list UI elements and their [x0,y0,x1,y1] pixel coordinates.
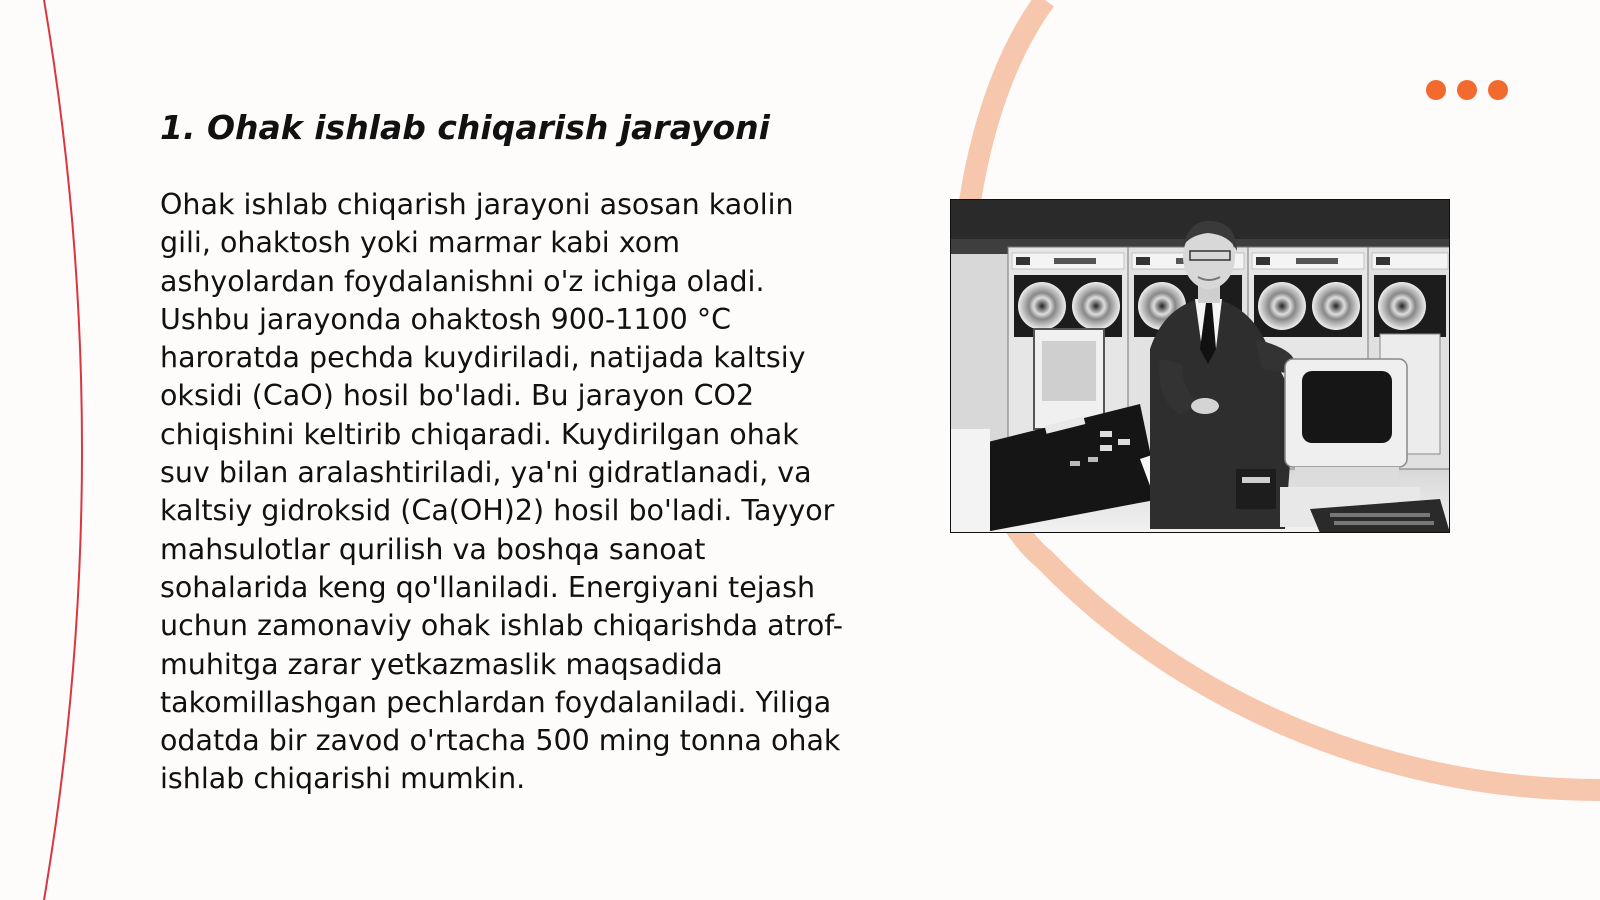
slide-body-text: Ohak ishlab chiqarish jarayoni asosan kaolin gili, ohaktosh yoki marmar kabi xom ashyolardan foydalanishni o'z ichiga oladi. Ushbu jarayonda ohaktosh 900-1100 °C haroratda pechda kuydiriladi, natijada kaltsiy oksidi (CaO) hosil bo'ladi. Bu jarayon CO2 chiqishini keltirib chiqaradi. Kuydirilgan ohak suv bilan aralashtiriladi, ya'ni gidratlanadi, va kaltsiy gidroksid (Ca(OH)2) hosil bo'ladi. Tayyor mahsulotlar qurilish va boshqa sanoat sohalarida keng qo'llaniladi. Energiyani tejash uchun zamonaviy ohak ishlab chiqarishda atrof-muhitga zarar yetkazmaslik maqsadida takomillashgan pechlardan foydalaniladi. Yiliga odatda bir zavod o'rtacha 500 ming tonna ohak ishlab chiqarishi mumkin. [160,188,844,796]
mainframe-photo-illustration [950,199,1450,533]
decorative-dots [1426,80,1508,100]
desk-device [1236,469,1276,509]
left-red-curve [44,0,82,900]
dot-2 [1457,80,1477,100]
terminal-monitor [1280,359,1420,527]
slide-title: 1. Ohak ishlab chiqarish jarayoni [160,108,770,147]
dot-1 [1426,80,1446,100]
dot-3 [1488,80,1508,100]
mainframe-photo [950,199,1450,533]
